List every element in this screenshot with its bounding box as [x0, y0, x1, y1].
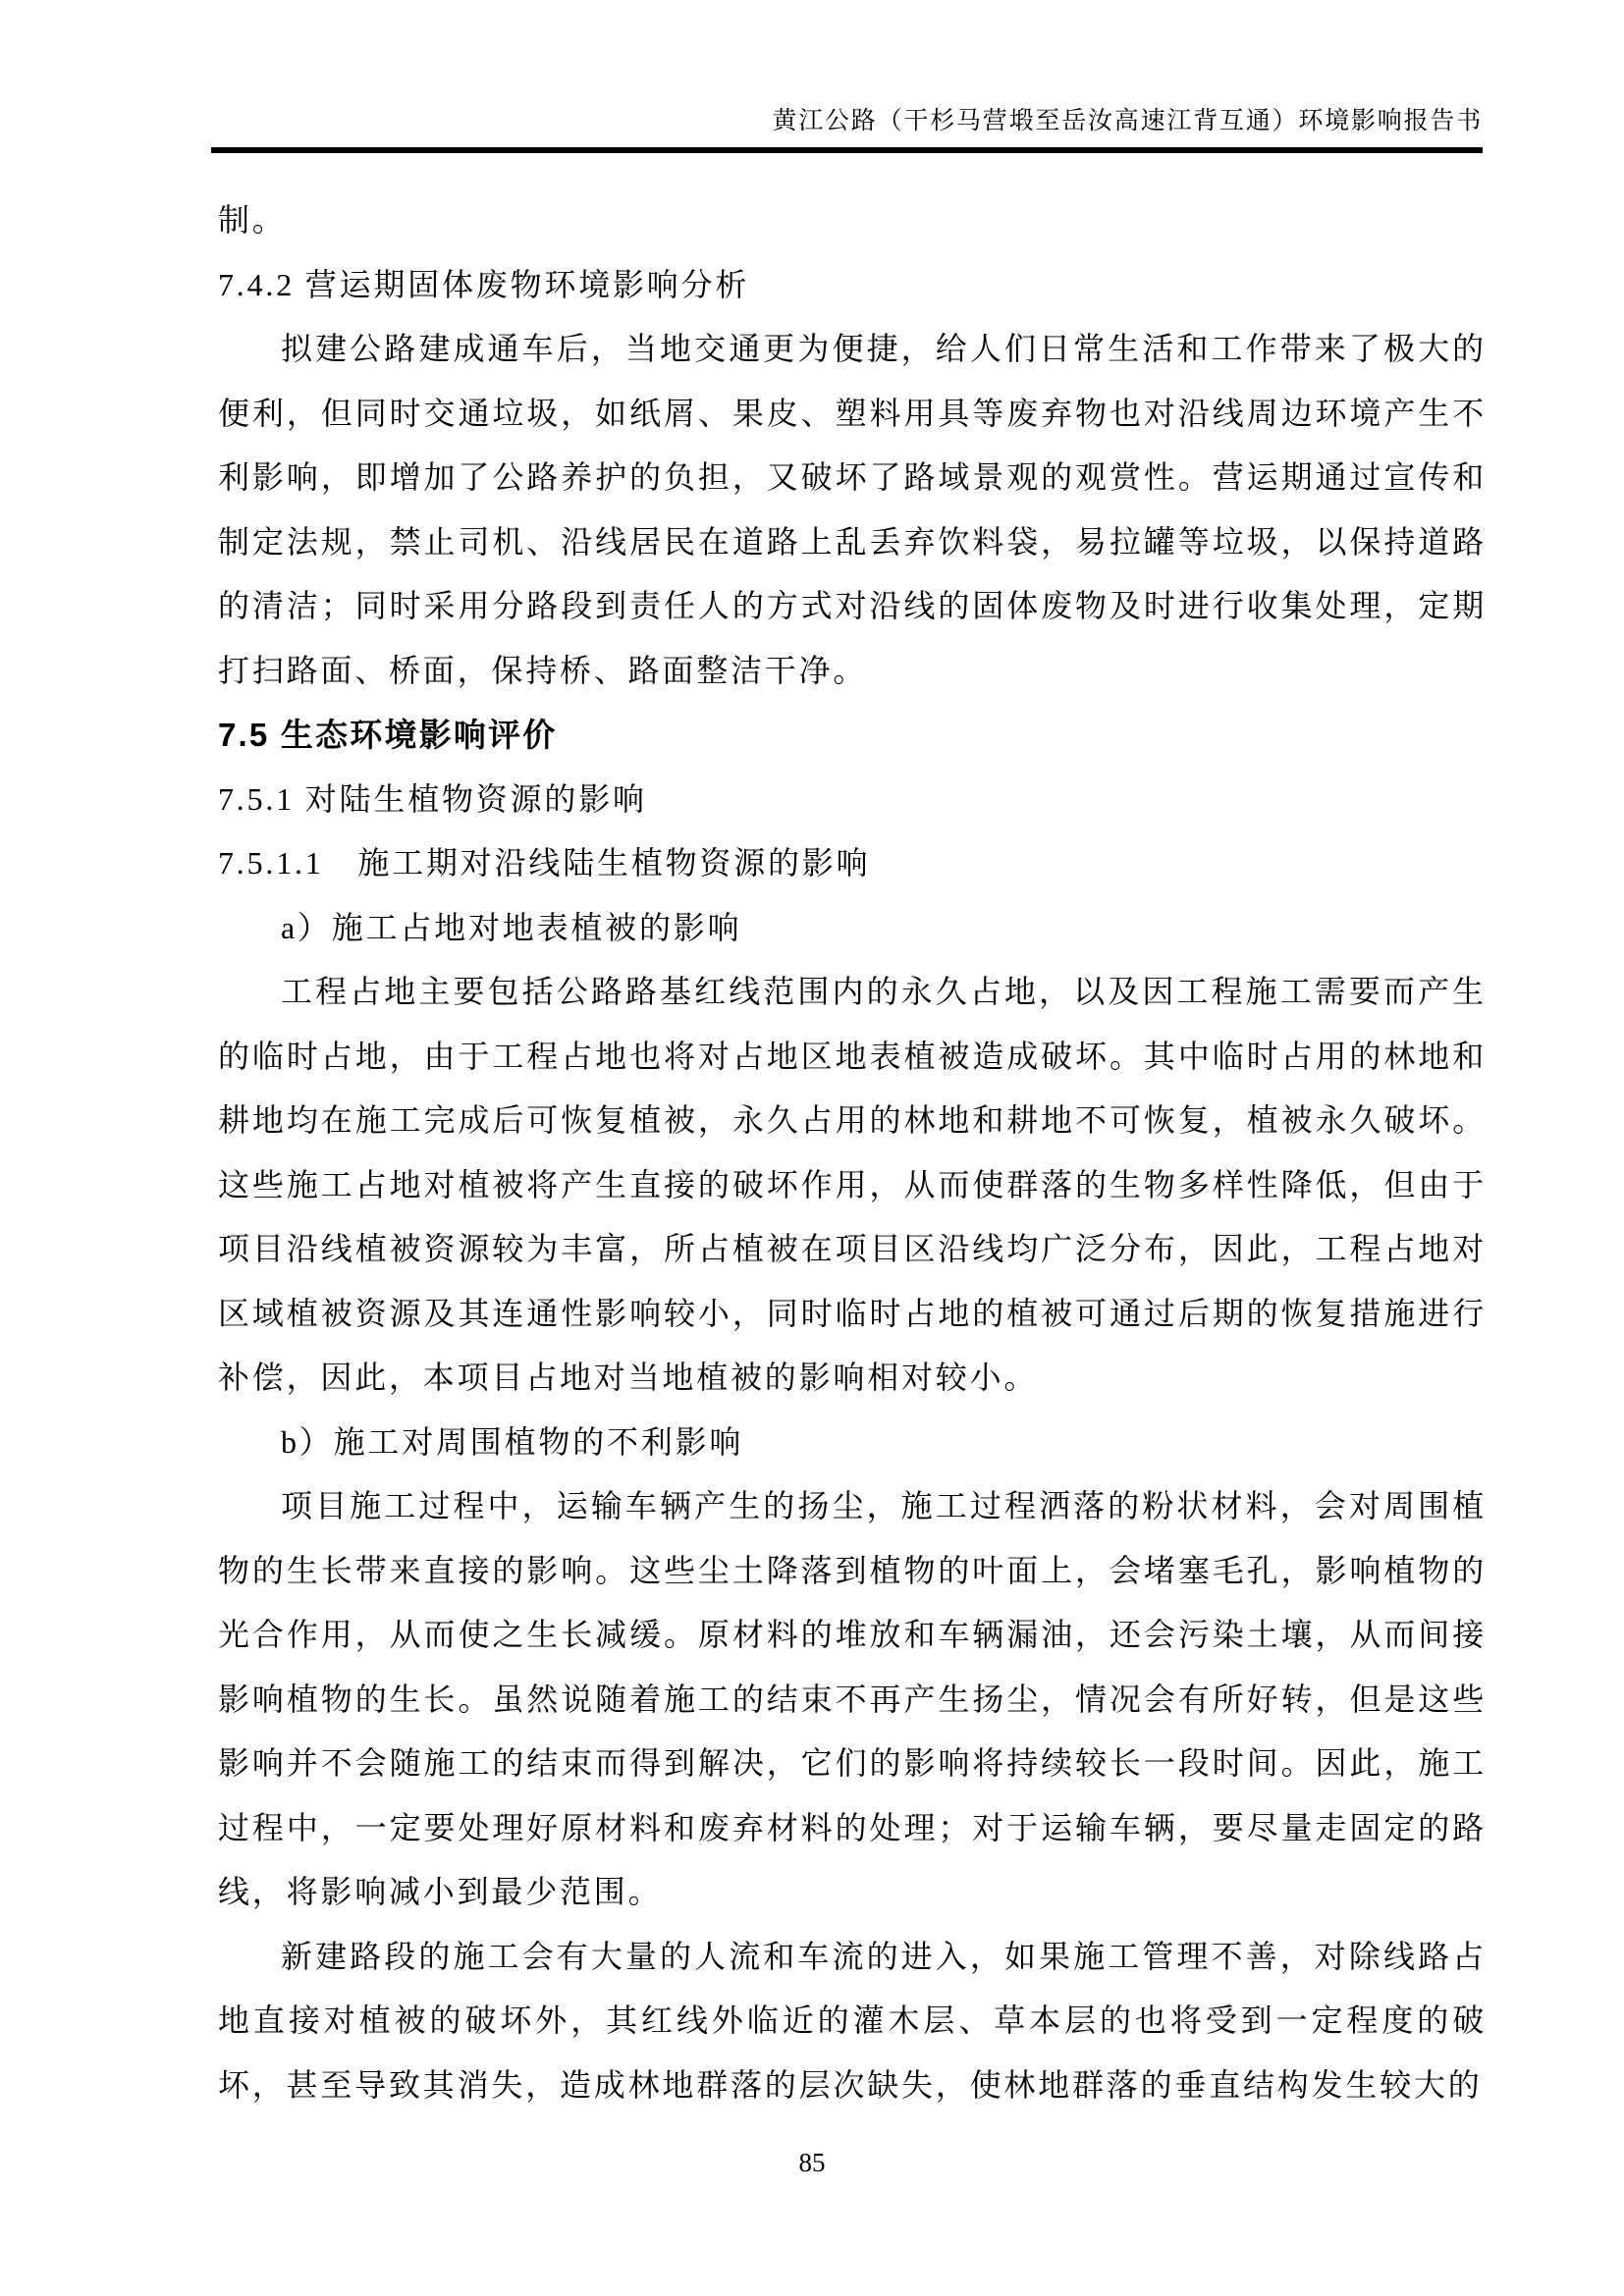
header-rule — [211, 147, 1483, 153]
paragraph: 工程占地主要包括公路路基红线范围内的永久占地，以及因工程施工需要而产生的临时占地，由于工程占地也将对占地区地表植被造成破坏。其中临时占用的林地和耕地均在施工完成后可恢复植被，永久占用的林地和耕地不可恢复，植被永久破坏。这些施工占地对植被将产生直接的破坏作用，从而使群落的生物多样性降低，但由于项目沿线植被资源较为丰富，所占植被在项目区沿线均广泛分布，因此，工程占地对区域植被资源及其连通性影响较小，同时临时占地的植被可通过后期的恢复措施进行补偿，因此，本项目占地对当地植被的影响相对较小。 — [218, 974, 1487, 1395]
paragraph: 新建路段的施工会有大量的人流和车流的进入，如果施工管理不善，对除线路占地直接对植被的破坏外，其红线外临近的灌木层、草本层的也将受到一定程度的破坏，甚至导致其消失，造成林地群落的层次缺失，使林地群落的垂直结构发生较大的 — [218, 1938, 1487, 2103]
section-heading: 7.5.1.1 施工期对沿线陆生植物资源的影响 — [218, 845, 871, 881]
section-heading: 7.5 生态环境影响评价 — [218, 717, 558, 753]
page-number: 85 — [798, 2148, 826, 2177]
header-title: 黄江公路（干杉马营塅至岳汝高速江背互通）环境影响报告书 — [772, 108, 1483, 134]
paragraph: 拟建公路建成通车后，当地交通更为便捷，给人们日常生活和工作带来了极大的便利，但同时交通垃圾，如纸屑、果皮、塑料用具等废弃物也对沿线周边环境产生不利影响，即增加了公路养护的负担，又破坏了路域景观的观赏性。营运期通过宣传和制定法规，禁止司机、沿线居民在道路上乱丢弃饮料袋，易拉罐等垃圾，以保持道路的清洁；同时采用分路段到责任人的方式对沿线的固体废物及时进行收集处理，定期打扫路面、桥面，保持桥、路面整洁干净。 — [218, 331, 1487, 688]
paragraph: 制。 — [218, 202, 287, 238]
page-footer — [0, 2148, 1624, 2178]
page-header — [211, 106, 1483, 137]
section-heading: 7.4.2 营运期固体废物环境影响分析 — [218, 266, 750, 302]
paragraph: a）施工占地对地表植被的影响 — [281, 909, 742, 945]
paragraph: 项目施工过程中，运输车辆产生的扬尘，施工过程洒落的粉状材料，会对周围植物的生长带来直接的影响。这些尘土降落到植物的叶面上，会堵塞毛孔，影响植物的光合作用，从而使之生长减缓。原材料的堆放和车辆漏油，还会污染土壤，从而间接影响植物的生长。虽然说随着施工的结束不再产生扬尘，情况会有所好转，但是这些影响并不会随施工的结束而得到解决，它们的影响将持续较长一段时间。因此，施工过程中，一定要处理好原材料和废弃材料的处理；对于运输车辆，要尽量走固定的路线，将影响减小到最少范围。 — [218, 1488, 1487, 1909]
paragraph: b）施工对周围植物的不利影响 — [281, 1423, 744, 1460]
section-heading: 7.5.1 对陆生植物资源的影响 — [218, 780, 647, 817]
document-body — [218, 188, 1487, 2117]
